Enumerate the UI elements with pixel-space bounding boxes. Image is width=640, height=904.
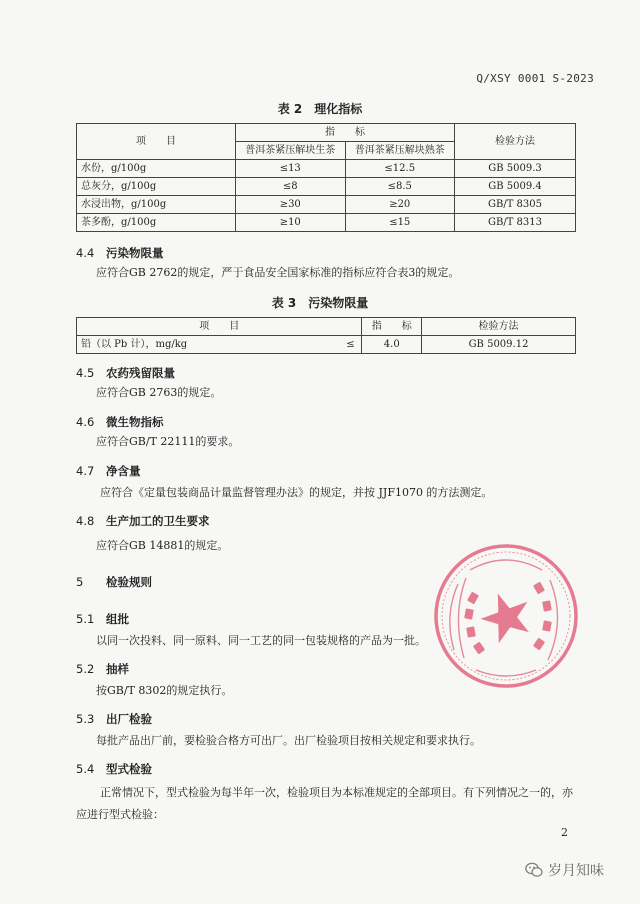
cell-method: GB 5009.4 xyxy=(455,178,576,196)
section-5-3-heading xyxy=(76,711,152,727)
section-5-heading xyxy=(76,574,152,590)
section-number: 5.1 xyxy=(76,612,95,626)
section-title: 型式检验 xyxy=(106,762,152,776)
section-5-2-heading xyxy=(76,661,129,677)
section-number: 4.5 xyxy=(76,366,95,380)
table3-head-index: 指 标 xyxy=(362,318,422,336)
company-seal-icon xyxy=(430,540,582,692)
section-title: 污染物限量 xyxy=(106,246,164,260)
table2-head-method: 检验方法 xyxy=(455,124,576,160)
table2-head-item: 项 目 xyxy=(77,124,236,160)
section-title: 农药残留限量 xyxy=(106,366,175,380)
table3-head-item: 项 目 xyxy=(77,318,362,336)
cell-sign: ≤ xyxy=(339,336,362,354)
section-4-5-text: 应符合GB 2763的规定。 xyxy=(96,386,222,399)
cell-raw: ≥10 xyxy=(236,214,346,232)
section-title: 抽样 xyxy=(106,662,129,676)
section-title: 净含量 xyxy=(106,464,141,478)
table3-caption: 表 3 污染物限量 xyxy=(271,296,369,310)
section-title: 生产加工的卫生要求 xyxy=(106,514,210,528)
cell-ripe: ≤8.5 xyxy=(345,178,455,196)
section-5-3-text: 每批产品出厂前，要检验合格方可出厂。出厂检验项目按相关规定和要求执行。 xyxy=(96,734,481,747)
table-row xyxy=(77,336,576,354)
cell-method: GB 5009.3 xyxy=(455,160,576,178)
cell-ripe: ≥20 xyxy=(345,196,455,214)
table3-head-method: 检验方法 xyxy=(422,318,576,336)
table2-head-index: 指 标 xyxy=(236,124,455,142)
table-row xyxy=(77,160,576,178)
section-number: 4.7 xyxy=(76,464,95,478)
section-title: 检验规则 xyxy=(106,575,152,589)
table-row xyxy=(77,196,576,214)
section-title: 出厂检验 xyxy=(106,712,152,726)
section-5-2-text: 按GB/T 8302的规定执行。 xyxy=(96,684,233,697)
section-number: 5.4 xyxy=(76,762,95,776)
section-number: 4.8 xyxy=(76,514,95,528)
table-row xyxy=(77,214,576,232)
cell-method: GB 5009.12 xyxy=(422,336,576,354)
cell-ripe: ≤12.5 xyxy=(345,160,455,178)
section-4-8-heading xyxy=(76,513,210,529)
section-5-4-heading xyxy=(76,761,152,777)
table3 xyxy=(76,317,576,354)
section-4-4-text: 应符合GB 2762的规定，严于食品安全国家标准的指标应符合表3的规定。 xyxy=(96,266,460,279)
cell-method: GB/T 8305 xyxy=(455,196,576,214)
table2-sub-ripe: 普洱茶紧压解块熟茶 xyxy=(345,142,455,160)
watermark-text: 岁月知味 xyxy=(548,863,604,879)
section-5-1-text: 以同一次投料、同一原料、同一工艺的同一包装规格的产品为一批。 xyxy=(96,634,426,647)
cell-item: 总灰分，g/100g xyxy=(77,178,236,196)
cell-item: 茶多酚，g/100g xyxy=(77,214,236,232)
table2-caption: 表 2 理化指标 xyxy=(277,102,363,116)
section-number: 4.4 xyxy=(76,246,95,260)
table2 xyxy=(76,123,576,232)
section-number: 5.3 xyxy=(76,712,95,726)
section-4-6-text: 应符合GB/T 22111的要求。 xyxy=(96,435,240,448)
cell-method: GB/T 8313 xyxy=(455,214,576,232)
cell-raw: ≤8 xyxy=(236,178,346,196)
section-4-8-text: 应符合GB 14881的规定。 xyxy=(96,539,229,552)
section-4-7-heading xyxy=(76,463,141,479)
standard-code: Q/XSY 0001 S-2023 xyxy=(476,72,594,85)
cell-item: 水份，g/100g xyxy=(77,160,236,178)
section-title: 微生物指标 xyxy=(106,415,164,429)
cell-value: 4.0 xyxy=(362,336,422,354)
watermark xyxy=(525,860,604,880)
page-number: 2 xyxy=(561,826,568,839)
section-number: 5.2 xyxy=(76,662,95,676)
section-4-5-heading xyxy=(76,365,175,381)
table-row xyxy=(77,178,576,196)
cell-item: 水浸出物，g/100g xyxy=(77,196,236,214)
section-5-1-heading xyxy=(76,611,129,627)
cell-item: 铅（以 Pb 计），mg/kg xyxy=(77,336,340,354)
section-number: 4.6 xyxy=(76,415,95,429)
section-title: 组批 xyxy=(106,612,129,626)
wechat-icon xyxy=(525,862,543,878)
section-4-7-text: 应符合《定量包装商品计量监督管理办法》的规定，并按 JJF1070 的方法测定。 xyxy=(100,486,493,499)
section-5-4-text: 正常情况下，型式检验为每半年一次，检验项目为本标准规定的全部项目。有下列情况之一的，亦应进行型式检验： xyxy=(76,786,573,821)
section-4-6-heading xyxy=(76,414,164,430)
section-4-4-heading xyxy=(76,245,164,261)
cell-ripe: ≤15 xyxy=(345,214,455,232)
cell-raw: ≤13 xyxy=(236,160,346,178)
cell-raw: ≥30 xyxy=(236,196,346,214)
table2-sub-raw: 普洱茶紧压解块生茶 xyxy=(236,142,346,160)
section-number: 5 xyxy=(76,575,84,589)
